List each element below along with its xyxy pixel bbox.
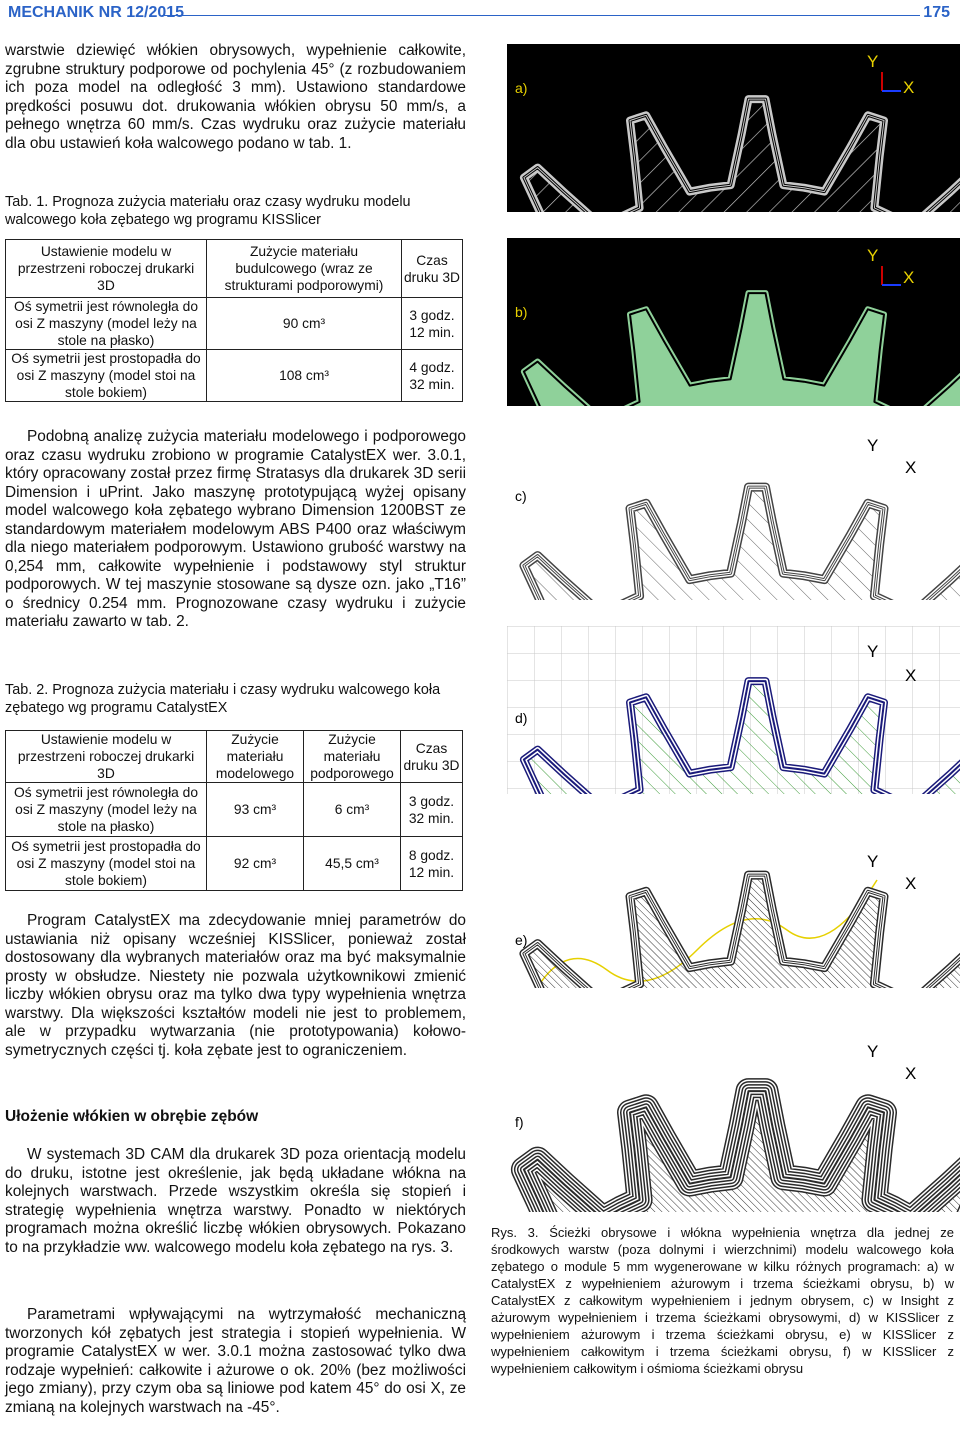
gear-slice-image bbox=[507, 238, 960, 406]
table-header-row bbox=[6, 731, 463, 783]
paragraph-2: Podobną analizę zużycia materiału modelowego i podporowego oraz czasu wydruku zrobiono w programie CatalystEX wer. 3.0.1, który opracowany został przez firmę Stratasys dla drukarek 3D serii Dimension i uPrint. Jako maszynę prototypującą wyżej opisany model walcowego koła zębatego wybrano Dimension 1200BST ze standardowym materiałem modelowym ABS P400 oraz właściwym dla niego materiałem podporowym. Ustawiono grubość warstwy na 0,254 mm, całkowite wypełnienie i podstawowy styl struktur podporowych. W tej maszynie stosowane są dysze ozn. jako „T16” o średnicy 0.254 mm. Prognozowane czasy wydruku i zużycie materiału zawarto w tab. 2. bbox=[5, 428, 466, 630]
table-row bbox=[6, 837, 463, 891]
page-number: 175 bbox=[923, 4, 950, 21]
paragraph-4: W systemach 3D CAM dla drukarek 3D poza orientacją modelu do druku, istotne jest określenie, jak będą układane włókna na kolejnych warstwach. Przede wszystkim określa się stopień i strategię wypełnienia wnętrza warstwy. Ponadto w niektórych programach można określić liczbę włókien obrysowych. Pokazano to na przykładzie ww. walcowego modelu koła zębatego na rys. 3. bbox=[5, 1146, 466, 1256]
table2-caption: Tab. 2. Prognoza zużycia materiału i czasy wydruku walcowego koła zębatego wg programu CatalystEX bbox=[5, 682, 441, 716]
table-row bbox=[6, 783, 463, 837]
panel-label: a) bbox=[515, 80, 528, 96]
table-row bbox=[6, 298, 463, 350]
table-1 bbox=[5, 239, 463, 402]
table-cell: 3 godz. 12 min. bbox=[402, 298, 463, 350]
table-cell: Oś symetrii jest równoległa do osi Z maszyny (model leży na stole na płasko) bbox=[6, 783, 207, 837]
table-cell: Oś symetrii jest prostopadła do osi Z maszyny (model stoi na stole bokiem) bbox=[6, 350, 207, 402]
axis-x-label: X bbox=[905, 874, 917, 893]
table-cell: 90 cm³ bbox=[207, 298, 402, 350]
panel-label: d) bbox=[515, 710, 528, 726]
axis-x-label: X bbox=[905, 458, 917, 477]
table-cell: 4 godz. 32 min. bbox=[402, 350, 463, 402]
table-header-cell: Czas druku 3D bbox=[402, 240, 463, 298]
figure-panel-d bbox=[507, 626, 960, 794]
axis-y-label: Y bbox=[867, 246, 879, 265]
gear-slice-image bbox=[507, 432, 960, 600]
table-cell: Oś symetrii jest prostopadła do osi Z maszyny (model stoi na stole bokiem) bbox=[6, 837, 207, 891]
gear-slice-image bbox=[507, 626, 960, 794]
axis-y-label: Y bbox=[867, 52, 879, 71]
table-cell: Oś symetrii jest równoległa do osi Z maszyny (model leży na stole na płasko) bbox=[6, 298, 207, 350]
figure-panel-a bbox=[507, 44, 960, 212]
axis-y-label: Y bbox=[867, 436, 879, 455]
gear-slice-image bbox=[507, 820, 960, 988]
table-cell: 108 cm³ bbox=[207, 350, 402, 402]
table-cell: 8 godz. 12 min. bbox=[401, 837, 463, 891]
axis-y-label: Y bbox=[867, 852, 879, 871]
gear-slice-image bbox=[507, 1036, 960, 1212]
figure-panel-e bbox=[507, 820, 960, 988]
table-cell: 92 cm³ bbox=[207, 837, 304, 891]
table-header-cell: Ustawienie modelu w przestrzeni roboczej drukarki 3D bbox=[6, 731, 207, 783]
figure-panel-c bbox=[507, 432, 960, 600]
table-header-cell: Zużycie materiału budulcowego (wraz ze strukturami podporowymi) bbox=[207, 240, 402, 298]
paragraph-3: Program CatalystEX ma zdecydowanie mniej parametrów do ustawiania niż opisany wcześniej KISSlicer, ponieważ został dostosowany dla wybranych materiałów oraz ma być maksymalnie prosty w obsłudze. Niestety nie pozwala użytkownikowi zmienić liczby włókien obrysu oraz ma tylko dwa typy wypełnienia wnętrza warstwy. Dla większości kształtów modeli nie jest to problemem, ale w przypadku wytwarzania (nie prototypowania) kołowo-symetrycznych części tj. koła zębate jest to ograniczeniem. bbox=[5, 912, 466, 1059]
table-2 bbox=[5, 730, 463, 891]
table-header-cell: Zużycie materiału podporowego bbox=[304, 731, 401, 783]
page-header bbox=[0, 0, 960, 28]
panel-label: f) bbox=[515, 1114, 524, 1130]
table-cell: 45,5 cm³ bbox=[304, 837, 401, 891]
axis-y-label: Y bbox=[867, 1042, 879, 1061]
table-row bbox=[6, 350, 463, 402]
table-cell: 3 godz. 32 min. bbox=[401, 783, 463, 837]
table-header-cell: Zużycie materiału modelowego bbox=[207, 731, 304, 783]
axis-x-label: X bbox=[905, 666, 917, 685]
table-header-cell: Czas druku 3D bbox=[401, 731, 463, 783]
table-header-cell: Ustawienie modelu w przestrzeni roboczej drukarki 3D bbox=[6, 240, 207, 298]
table1-caption: Tab. 1. Prognoza zużycia materiału oraz czasy wydruku modelu walcowego koła zębatego wg programu KISSlicer bbox=[5, 194, 411, 228]
paragraph-5: Parametrami wpływającymi na wytrzymałość mechaniczną tworzonych kół zębatych jest strategia i stopień wypełnienia. W programie CatalystEX w wer. 3.0.1 można zastosować tylko dwa rodzaje wypełnień: całkowite i ażurowe o ok. 20% (bez możliwości jego zmiany), przy czym oba są liniowe pod katem 45° do osi X, ze zmianą na kolejnych warstwach na -45°. bbox=[5, 1306, 466, 1416]
gear-slice-image bbox=[507, 44, 960, 212]
axis-y-label: Y bbox=[867, 642, 879, 661]
section-heading: Ułożenie włókien w obrębie zębów bbox=[5, 1108, 259, 1125]
figure-caption: Rys. 3. Ścieżki obrysowe i włókna wypełnienia wnętrza dla jednej ze środkowych warstw (poza dolnymi i wierzchnimi) modelu walcowego koła zębatego o module 5 mm wygenerowane w kilku różnych programach: a) w CatalystEX z wypełnieniem ażurowym i trzema ścieżkami obrysu, b) w CatalystEX z całkowitym wypełnieniem i jednym obrysem, c) w Insight z ażurowym wypełnieniem i trzema ścieżkami obrysowymi, d) w KISSlicer z wypełnieniem ażurowym i trzema ścieżkami obrysu, e) w KISSlicer z wypełnieniem całkowitym i trzema ścieżkami obrysu, f) w KISSlicer z wypełnieniem całkowitym i ośmioma ścieżkami obrysu bbox=[491, 1225, 954, 1376]
journal-title: MECHANIK NR 12/2015 bbox=[8, 4, 185, 21]
figure-panel-b bbox=[507, 238, 960, 406]
table-cell: 93 cm³ bbox=[207, 783, 304, 837]
table-header-row bbox=[6, 240, 463, 298]
figure-panel-f bbox=[507, 1036, 960, 1212]
axis-x-label: X bbox=[903, 268, 915, 287]
panel-label: c) bbox=[515, 488, 527, 504]
header-rule bbox=[162, 15, 920, 16]
panel-label: e) bbox=[515, 932, 528, 948]
axis-x-label: X bbox=[905, 1064, 917, 1083]
axis-x-label: X bbox=[903, 78, 915, 97]
table-cell: 6 cm³ bbox=[304, 783, 401, 837]
panel-label: b) bbox=[515, 304, 528, 320]
paragraph-1: warstwie dziewięć włókien obrysowych, wypełnienie całkowite, zgrubne struktury podporowe od pochylenia 45° (z rozbudowaniem ich poza model na odległość 3 mm). Ustawiono standardowe prędkości posuwu dot. drukowania włókien obrysu 50 mm/s, a pełnego wnętrza 60 mm/s. Czas wydruku oraz zużycie materiału dla obu ustawień koła walcowego podano w tab. 1. bbox=[5, 42, 466, 152]
